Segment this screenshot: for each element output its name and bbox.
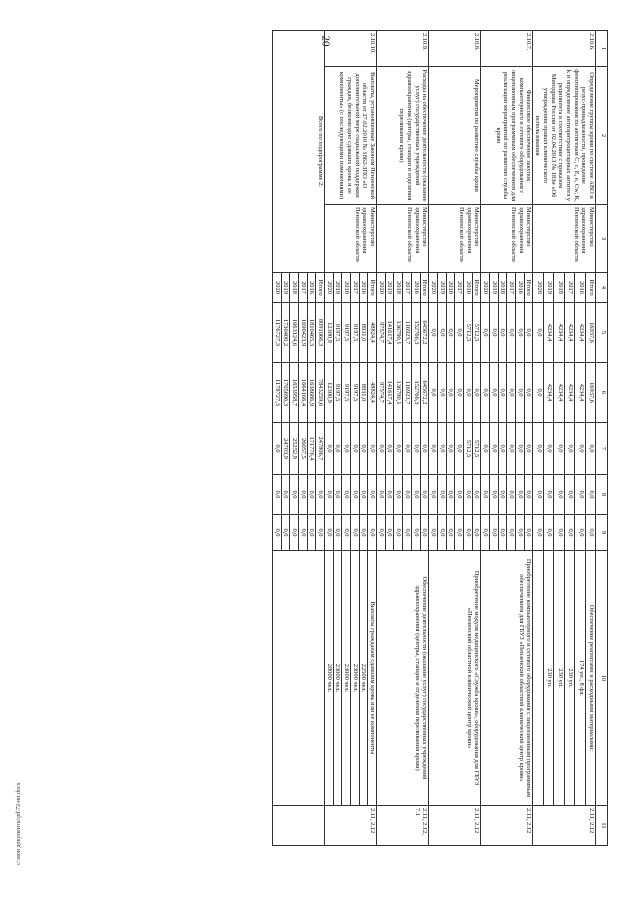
row-year: 2019 — [385, 273, 394, 303]
total-cell-c9: 0,0 — [298, 515, 307, 551]
row-activity-name: Финансовое обеспечение закупок компьютерного и сетевого оборудования с лицензионным программным обеспечением для реализации мероприятий по развитию службы крови — [481, 67, 533, 205]
cell-c8: 0,0 — [342, 475, 351, 515]
cell-c6: 0,0 — [437, 363, 446, 423]
cell-c9: 0,0 — [377, 515, 386, 551]
cell-c5: 4234,4 — [543, 303, 553, 363]
cell-c7: 0,0 — [516, 423, 525, 475]
cell-c7: 5712,5 — [464, 423, 473, 475]
total-cell-c6: 1178727,3 — [272, 363, 281, 423]
cell-c5: 0,0 — [446, 303, 455, 363]
cell-c5: 4234,4 — [564, 303, 574, 363]
total-year: 2016 — [307, 273, 316, 303]
row-indicator: Обеспечение деятельности (оказание услуг) государственных учреждений здравоохранения (центры, станции и отделения переливания крови) — [377, 551, 429, 806]
total-cell-c5: 1810465,3 — [307, 303, 316, 363]
cell-c8: 0,0 — [446, 475, 455, 515]
cell-c5: 0,0 — [455, 303, 464, 363]
cell-c9: 0,0 — [403, 515, 412, 551]
cell-c8: 0,0 — [472, 475, 481, 515]
row-code: 2.10.10. — [325, 31, 377, 67]
cell-c6: 9197,5 — [342, 363, 351, 423]
cell-c8: 0,0 — [543, 475, 553, 515]
row-year: Итого — [472, 273, 481, 303]
cell-c9: 0,0 — [411, 515, 420, 551]
cell-c9: 0,0 — [359, 515, 368, 551]
total-cell-c8: 0,0 — [307, 475, 316, 515]
total-cell-c6: 1705696,3 — [281, 363, 290, 423]
cell-c9: 0,0 — [464, 515, 473, 551]
footer-file-path: c:\мои документы\pd\72-ип.docx — [16, 782, 22, 865]
cell-c6: 0,0 — [464, 363, 473, 423]
total-empty-refs — [272, 806, 324, 846]
cell-c5: 9197,5 — [333, 303, 342, 363]
cell-c9: 0,0 — [554, 515, 564, 551]
cell-c9: 0,0 — [437, 515, 446, 551]
total-cell-c8: 0,0 — [290, 475, 299, 515]
row-year: 2017 — [455, 273, 464, 303]
cell-c7: 0,0 — [342, 423, 351, 475]
row-executor: Министерство здравоохранения Пензенской области — [325, 205, 377, 273]
cell-c9: 0,0 — [351, 515, 360, 551]
cell-c7: 0,0 — [533, 423, 543, 475]
row-code: 2.10.6. — [533, 31, 596, 67]
total-cell-c7: 171776,4 — [307, 423, 316, 475]
row-year: Итого — [420, 273, 429, 303]
row-year: 2020 — [533, 273, 543, 303]
row-executor: Министерство здравоохранения Пензенской области — [377, 205, 429, 273]
total-cell-c8: 0,0 — [316, 475, 325, 515]
cell-c5: 12300,9 — [325, 303, 334, 363]
cell-c5: 136790,1 — [394, 303, 403, 363]
cell-c8: 0,0 — [403, 475, 412, 515]
cell-c9: 0,0 — [385, 515, 394, 551]
cell-c7: 0,0 — [333, 423, 342, 475]
cell-c7: 0,0 — [575, 423, 585, 475]
cell-c9: 0,0 — [498, 515, 507, 551]
row-code: 2.10.7. — [481, 31, 533, 67]
row-references: 2.11, 2.12 — [533, 806, 596, 846]
cell-c9: 0,0 — [446, 515, 455, 551]
cell-c8: 0,0 — [333, 475, 342, 515]
total-cell-c5: 1176727,3 — [272, 303, 281, 363]
cell-c5: 97574,7 — [377, 303, 386, 363]
cell-c8: 0,0 — [411, 475, 420, 515]
cell-c5: 141617,4 — [385, 303, 394, 363]
cell-c8: 0,0 — [575, 475, 585, 515]
row-indicator: 230 уп. — [543, 551, 553, 806]
cell-c9: 0,0 — [507, 515, 516, 551]
cell-c8: 0,0 — [464, 475, 473, 515]
total-cell-c7: 26057,5 — [298, 423, 307, 475]
cell-c5: 0,0 — [481, 303, 490, 363]
cell-c8: 0,0 — [385, 475, 394, 515]
table-row — [585, 31, 595, 846]
cell-c5: 645672,2 — [420, 303, 429, 363]
cell-c6: 116923,7 — [403, 363, 412, 423]
cell-c6: 4234,4 — [543, 363, 553, 423]
total-row — [316, 31, 325, 846]
total-cell-c5: 1730400,2 — [281, 303, 290, 363]
total-cell-c9: 0,0 — [290, 515, 299, 551]
cell-c6: 9197,5 — [351, 363, 360, 423]
cell-c5: 116923,7 — [403, 303, 412, 363]
cell-c7: 0,0 — [564, 423, 574, 475]
cell-c6: 0,0 — [533, 363, 543, 423]
cell-c5: 8931,0 — [359, 303, 368, 363]
cell-c6: 8931,0 — [359, 363, 368, 423]
row-indicator: Приобретение компьютерного и сетевого оборудования с лицензионным программным обеспечением для ГБУЗ «Пензенский областной клинический центр крови» — [481, 551, 533, 806]
row-references: 2.11, 2.12, 7.1 — [377, 806, 429, 846]
cell-c7: 0,0 — [394, 423, 403, 475]
row-year: Итого — [368, 273, 377, 303]
cell-c5: 5712,5 — [472, 303, 481, 363]
cell-c6: 0,0 — [481, 363, 490, 423]
cell-c7: 0,0 — [524, 423, 533, 475]
total-label: Всего по подпрограмме 2: — [272, 31, 324, 273]
cell-c5: 48824,4 — [368, 303, 377, 363]
cell-c7: 0,0 — [411, 423, 420, 475]
budget-table — [272, 30, 608, 846]
column-header-6: 6 — [596, 363, 608, 423]
row-year: 2020 — [325, 273, 334, 303]
cell-c6: 645672,2 — [420, 363, 429, 423]
row-year: 2019 — [437, 273, 446, 303]
cell-c9: 0,0 — [472, 515, 481, 551]
cell-c5: 4234,4 — [575, 303, 585, 363]
row-year: 2017 — [507, 273, 516, 303]
row-year: Итого — [585, 273, 595, 303]
row-indicator: 23000 чел. — [333, 551, 342, 806]
cell-c8: 0,0 — [481, 475, 490, 515]
total-empty-indicator — [272, 551, 324, 806]
cell-c6: 136790,1 — [394, 363, 403, 423]
cell-c6: 4234,4 — [575, 363, 585, 423]
row-year: 2018 — [446, 273, 455, 303]
row-year: 2020 — [377, 273, 386, 303]
cell-c5: 0,0 — [533, 303, 543, 363]
row-references: 2.11, 2.12 — [481, 806, 533, 846]
total-cell-c8: 0,0 — [298, 475, 307, 515]
cell-c7: 0,0 — [377, 423, 386, 475]
cell-c9: 0,0 — [585, 515, 595, 551]
cell-c5: 0,0 — [524, 303, 533, 363]
row-indicator: Приобретение модуля медицинского «Служба крови», оборудования для ГБУЗ «Пензенский областной клинический центр крови» — [429, 551, 481, 806]
row-year: 2017 — [403, 273, 412, 303]
row-activity-name: Выплаты, установленные Законом Пензенской области от 27.02.2010 № 1862-ЗПО «О дополнительной мере социальной поддержки граждан, безвозмездно сдавших кровь и ее компоненты» (с последующими изменениями) — [325, 67, 377, 205]
total-cell-c5: 1690423,9 — [298, 303, 307, 363]
cell-c9: 0,0 — [490, 515, 499, 551]
cell-c6: 9197,5 — [333, 363, 342, 423]
cell-c5: 0,0 — [437, 303, 446, 363]
cell-c7: 0,0 — [325, 423, 334, 475]
cell-c5: 0,0 — [516, 303, 525, 363]
total-cell-c5: 1663124,6 — [290, 303, 299, 363]
cell-c5: 5712,5 — [464, 303, 473, 363]
row-executor: Министерство здравоохранения Пензенской области — [481, 205, 533, 273]
cell-c6: 4234,4 — [554, 363, 564, 423]
cell-c6: 141617,4 — [385, 363, 394, 423]
cell-c8: 0,0 — [377, 475, 386, 515]
row-year: Итого — [524, 273, 533, 303]
row-indicator: 22500 чел. — [359, 551, 368, 806]
total-cell-c6: 1664166,4 — [298, 363, 307, 423]
column-header-10: 10 — [596, 551, 608, 806]
cell-c7: 0,0 — [359, 423, 368, 475]
row-indicator: Выплаты гражданам сдавшим кровь или ее компоненты — [368, 551, 377, 806]
cell-c6: 12300,9 — [325, 363, 334, 423]
cell-c8: 0,0 — [533, 475, 543, 515]
cell-c7: 0,0 — [385, 423, 394, 475]
cell-c8: 0,0 — [420, 475, 429, 515]
cell-c6: 0,0 — [455, 363, 464, 423]
row-year: 2018 — [394, 273, 403, 303]
cell-c9: 0,0 — [455, 515, 464, 551]
row-year: 2020 — [429, 273, 438, 303]
cell-c6: 0,0 — [429, 363, 438, 423]
row-references: 2.11, 2.12 — [325, 806, 377, 846]
column-header-8: 8 — [596, 475, 608, 515]
row-year: 2016 — [411, 273, 420, 303]
cell-c5: 0,0 — [429, 303, 438, 363]
table-row — [368, 31, 377, 846]
row-year: 2019 — [543, 273, 553, 303]
total-year: 2017 — [298, 273, 307, 303]
row-indicator: 23000 чел. — [342, 551, 351, 806]
cell-c8: 0,0 — [368, 475, 377, 515]
cell-c8: 0,0 — [554, 475, 564, 515]
cell-c5: 16937,6 — [585, 303, 595, 363]
cell-c5: 0,0 — [498, 303, 507, 363]
cell-c9: 0,0 — [368, 515, 377, 551]
total-cell-c7: 0,0 — [272, 423, 281, 475]
cell-c8: 0,0 — [359, 475, 368, 515]
cell-c6: 4234,4 — [564, 363, 574, 423]
cell-c8: 0,0 — [490, 475, 499, 515]
cell-c8: 0,0 — [325, 475, 334, 515]
row-year: 2019 — [490, 273, 499, 303]
row-year: 2016 — [464, 273, 473, 303]
table-body — [272, 31, 595, 846]
total-cell-c5: 8091066,3 — [316, 303, 325, 363]
total-cell-c8: 0,0 — [272, 475, 281, 515]
cell-c6: 0,0 — [524, 363, 533, 423]
cell-c9: 0,0 — [516, 515, 525, 551]
cell-c6: 0,0 — [507, 363, 516, 423]
total-cell-c7: 247806,7 — [316, 423, 325, 475]
row-indicator: 174 уп., 8 фл. — [575, 551, 585, 806]
total-cell-c9: 0,0 — [307, 515, 316, 551]
cell-c9: 0,0 — [564, 515, 574, 551]
cell-c9: 0,0 — [575, 515, 585, 551]
cell-c6: 0,0 — [490, 363, 499, 423]
total-cell-c7: 25252,9 — [290, 423, 299, 475]
row-code: 2.10.9. — [377, 31, 429, 67]
row-year: 2020 — [481, 273, 490, 303]
cell-c9: 0,0 — [524, 515, 533, 551]
row-activity-name: Определение группы крови по системе АВО и резус-принадлежности, проведение фенотипирования по антигенам C, c, E, e, Cw, K, k и определение антиэритроцитарных антител у реципиента в соответствии с приказом Минздрава России от 02.04.2013 № 183н «Об утверждении правил клинического использования — [533, 67, 596, 205]
budget-table-sheet — [76, 30, 608, 845]
total-cell-c8: 0,0 — [281, 475, 290, 515]
column-header-1: 1 — [596, 31, 608, 67]
cell-c7: 0,0 — [481, 423, 490, 475]
cell-c8: 0,0 — [498, 475, 507, 515]
cell-c7: 5712,5 — [472, 423, 481, 475]
total-year: Итого — [316, 273, 325, 303]
total-cell-c9: 0,0 — [272, 515, 281, 551]
row-activity-name: Расходы на обеспечение деятельности (оказание услуг) государственных учреждений здравоохранения (центры, станции и отделения переливания крови) — [377, 67, 429, 205]
page-number: 20 — [319, 35, 332, 47]
column-header-3: 3 — [596, 205, 608, 273]
cell-c9: 0,0 — [333, 515, 342, 551]
cell-c7: 0,0 — [351, 423, 360, 475]
row-year: 2016 — [516, 273, 525, 303]
row-year: 2016 — [359, 273, 368, 303]
cell-c8: 0,0 — [429, 475, 438, 515]
cell-c9: 0,0 — [325, 515, 334, 551]
total-cell-c7: 24703,9 — [281, 423, 290, 475]
row-executor: Министерство здравоохранения Пензенской области — [429, 205, 481, 273]
cell-c6: 0,0 — [472, 363, 481, 423]
cell-c9: 0,0 — [543, 515, 553, 551]
row-references: 2.11, 2.12 — [429, 806, 481, 846]
cell-c6: 0,0 — [516, 363, 525, 423]
total-cell-c6: 7843259,6 — [316, 363, 325, 423]
row-activity-name: Мероприятия по развитию службы крови — [429, 67, 481, 205]
row-indicator: 23000 чел. — [351, 551, 360, 806]
total-year: 2020 — [272, 273, 281, 303]
total-year: 2019 — [281, 273, 290, 303]
row-year: 2017 — [351, 273, 360, 303]
cell-c6: 0,0 — [446, 363, 455, 423]
cell-c7: 0,0 — [429, 423, 438, 475]
cell-c9: 0,0 — [420, 515, 429, 551]
total-year: 2018 — [290, 273, 299, 303]
total-cell-c9: 0,0 — [316, 515, 325, 551]
row-code: 2.10.8. — [429, 31, 481, 67]
cell-c7: 0,0 — [437, 423, 446, 475]
cell-c8: 0,0 — [351, 475, 360, 515]
cell-c8: 0,0 — [394, 475, 403, 515]
cell-c9: 0,0 — [342, 515, 351, 551]
cell-c5: 9197,5 — [342, 303, 351, 363]
cell-c5: 4234,4 — [554, 303, 564, 363]
cell-c7: 0,0 — [455, 423, 464, 475]
row-year: 2018 — [554, 273, 564, 303]
row-indicator: 230 уп. — [554, 551, 564, 806]
cell-c9: 0,0 — [533, 515, 543, 551]
header-row — [596, 31, 608, 846]
cell-c6: 16937,6 — [585, 363, 595, 423]
cell-c7: 0,0 — [368, 423, 377, 475]
cell-c8: 0,0 — [507, 475, 516, 515]
cell-c6: 97574,7 — [377, 363, 386, 423]
cell-c7: 0,0 — [554, 423, 564, 475]
cell-c8: 0,0 — [437, 475, 446, 515]
row-year: 2018 — [342, 273, 351, 303]
cell-c7: 0,0 — [507, 423, 516, 475]
row-indicator: Обеспечение реагентами и расходными материалами: — [585, 551, 595, 806]
cell-c5: 9197,5 — [351, 303, 360, 363]
cell-c8: 0,0 — [455, 475, 464, 515]
table-row — [472, 31, 481, 846]
cell-c7: 0,0 — [585, 423, 595, 475]
cell-c8: 0,0 — [585, 475, 595, 515]
cell-c7: 0,0 — [446, 423, 455, 475]
cell-c7: 0,0 — [420, 423, 429, 475]
table-row — [420, 31, 429, 846]
cell-c5: 0,0 — [507, 303, 516, 363]
column-header-11: 11 — [596, 806, 608, 846]
cell-c5: 152766,3 — [411, 303, 420, 363]
cell-c8: 0,0 — [564, 475, 574, 515]
cell-c9: 0,0 — [394, 515, 403, 551]
row-year: 2019 — [333, 273, 342, 303]
table-row — [524, 31, 533, 846]
total-cell-c9: 0,0 — [281, 515, 290, 551]
cell-c6: 0,0 — [498, 363, 507, 423]
row-indicator: 28000 чел. — [325, 551, 334, 806]
column-header-5: 5 — [596, 303, 608, 363]
row-indicator — [533, 551, 543, 806]
column-header-7: 7 — [596, 423, 608, 475]
cell-c5: 0,0 — [490, 303, 499, 363]
row-year: 2016 — [575, 273, 585, 303]
total-cell-c6: 1638686,9 — [307, 363, 316, 423]
cell-c7: 0,0 — [498, 423, 507, 475]
total-cell-c6: 1653958,7 — [290, 363, 299, 423]
cell-c7: 0,0 — [403, 423, 412, 475]
cell-c9: 0,0 — [429, 515, 438, 551]
cell-c7: 0,0 — [490, 423, 499, 475]
row-year: 2018 — [498, 273, 507, 303]
cell-c8: 0,0 — [524, 475, 533, 515]
cell-c7: 0,0 — [543, 423, 553, 475]
row-year: 2017 — [564, 273, 574, 303]
row-indicator: 230 уп. — [564, 551, 574, 806]
column-header-9: 9 — [596, 515, 608, 551]
cell-c6: 48824,4 — [368, 363, 377, 423]
row-executor: Министерство здравоохранения Пензенской области — [533, 205, 596, 273]
cell-c6: 152766,3 — [411, 363, 420, 423]
cell-c9: 0,0 — [481, 515, 490, 551]
column-header-2: 2 — [596, 67, 608, 205]
column-header-4: 4 — [596, 273, 608, 303]
cell-c8: 0,0 — [516, 475, 525, 515]
